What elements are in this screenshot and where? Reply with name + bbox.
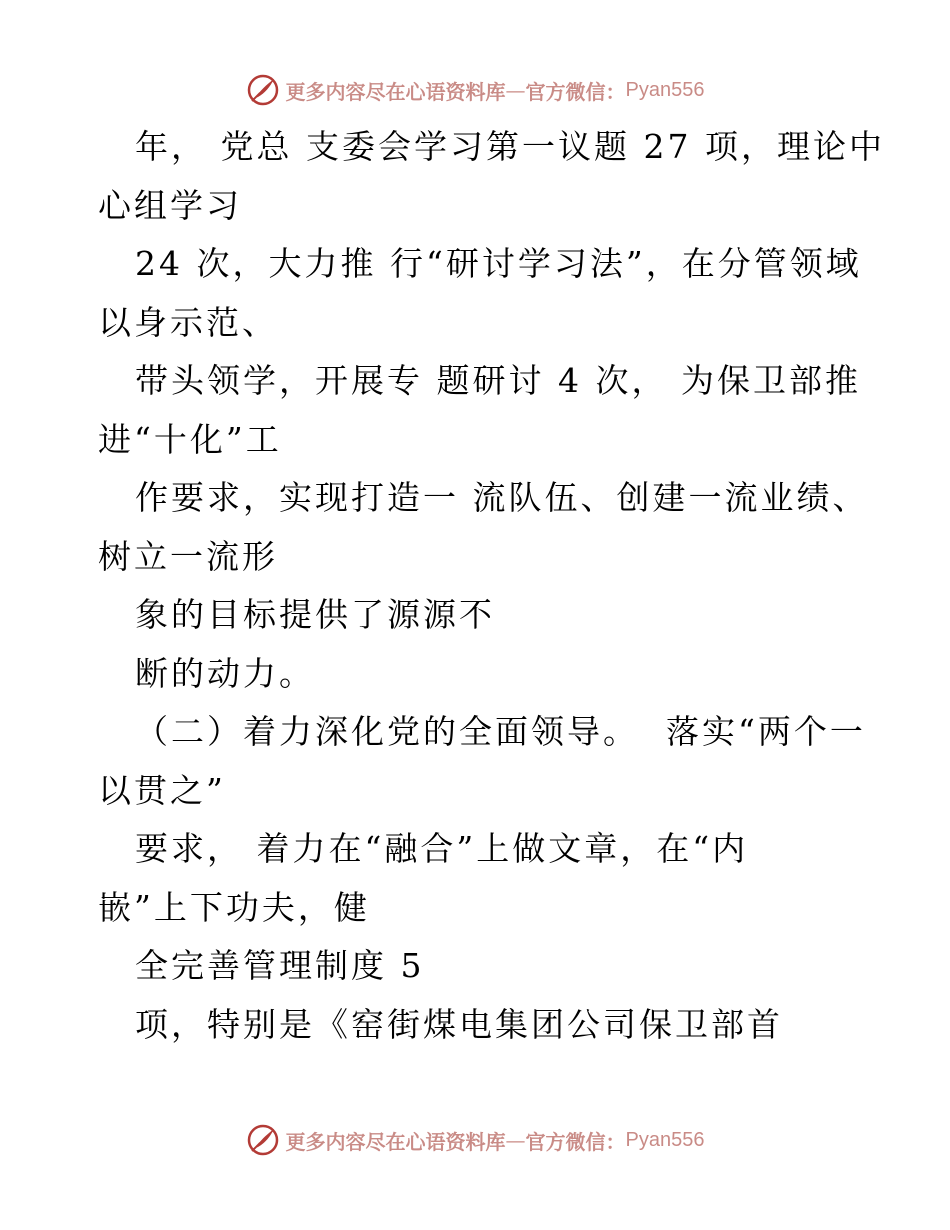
watermark-separator: — bbox=[505, 1128, 526, 1152]
watermark-wechat-id: Pyan556 bbox=[625, 78, 705, 101]
watermark-separator: — bbox=[505, 78, 526, 102]
text-line: 断的动力。 bbox=[135, 653, 315, 693]
text-line: 以身示范、 bbox=[98, 302, 278, 342]
text-line: （二）着力深化党的全面领导。 落实“两个一 bbox=[135, 712, 866, 751]
text-line: 心组学习 bbox=[98, 185, 242, 225]
document-body bbox=[98, 118, 885, 1054]
text-line: 象的目标提供了源源不 bbox=[135, 595, 495, 634]
feather-quill-logo-icon bbox=[246, 1123, 280, 1157]
text-line: 24 次，大力推 行“研讨学习法”，在分管领域 bbox=[135, 244, 862, 283]
feather-quill-logo-icon bbox=[246, 73, 280, 107]
text-line: 带头领学，开展专 题研讨 4 次， 为保卫部推 bbox=[135, 361, 861, 400]
watermark-brand-text: 更多内容尽在心语资料库 bbox=[285, 1129, 506, 1154]
text-line: 年， 党总 支委会学习第一议题 27 项，理论中 bbox=[135, 127, 885, 166]
text-line: 全完善管理制度 5 bbox=[135, 946, 425, 985]
text-line: 树立一流形 bbox=[98, 536, 278, 576]
footer-watermark bbox=[0, 1120, 950, 1160]
text-line: 以贯之” bbox=[98, 770, 226, 810]
header-watermark bbox=[0, 70, 950, 110]
text-line: 要求， 着力在“融合”上做文章，在“内 bbox=[135, 829, 749, 868]
text-line: 嵌”上下功夫，健 bbox=[98, 887, 370, 927]
text-line: 进“十化”工 bbox=[98, 419, 282, 459]
watermark-wechat-id: Pyan556 bbox=[625, 1128, 705, 1151]
watermark-brand-text: 更多内容尽在心语资料库 bbox=[285, 79, 506, 104]
text-line: 项，特别是《窑街煤电集团公司保卫部首 bbox=[135, 1004, 783, 1044]
watermark-wechat-label: 官方微信： bbox=[525, 79, 626, 104]
watermark-wechat-label: 官方微信： bbox=[525, 1129, 626, 1154]
text-line: 作要求，实现打造一 流队伍、创建一流业绩、 bbox=[135, 478, 869, 517]
